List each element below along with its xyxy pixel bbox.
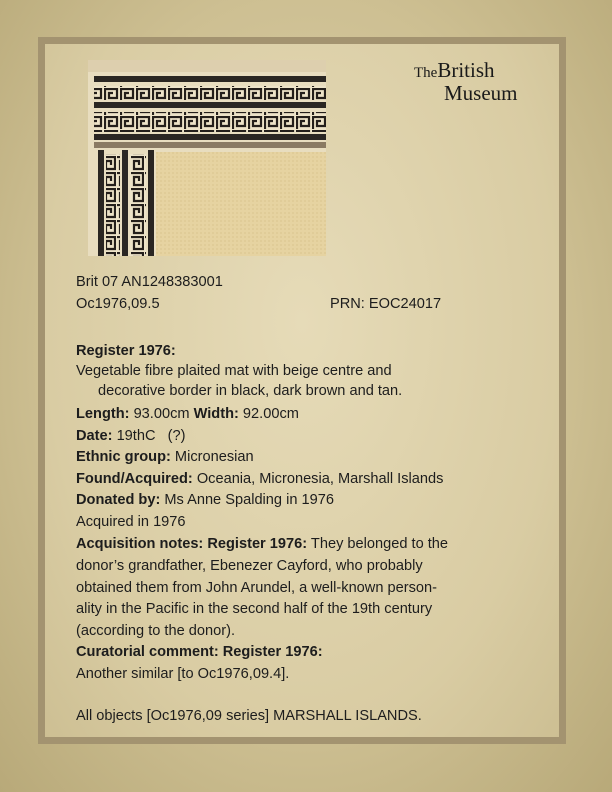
description-line-1: Vegetable fibre plaited mat with beige centre and [76,363,392,379]
donated-by [76,492,334,508]
width-label: Width: [193,406,239,422]
ethnic-value: Micronesian [174,449,254,465]
acquired: Acquired in 1976 [76,514,186,530]
donated-label: Donated by: [76,492,161,508]
description-line-2: decorative border in black, dark brown and tan. [98,383,403,399]
curatorial-comment-value: Another similar [to Oc1976,09.4]. [76,666,290,682]
logo-british: British [437,58,495,82]
series-note: All objects [Oc1976,09 series] MARSHALL ISLANDS. [76,708,422,724]
width-value: 92.00cm [242,406,299,422]
date [76,428,186,444]
acquisition-notes-line-3: obtained them from John Arundel, a well-known person- [76,580,437,596]
register-heading: Register 1976: [76,343,176,359]
prn-number: PRN: EOC24017 [330,296,442,312]
acquisition-notes-line-5: (according to the donor). [76,623,235,639]
dimensions [76,406,299,422]
ethnic-label: Ethnic group: [76,449,171,465]
object-id: Brit 07 AN1248383001 [76,274,223,290]
mat-image [88,60,326,256]
date-value: 19thC (?) [116,428,186,444]
registration-number: Oc1976,09.5 [76,296,160,312]
acquisition-notes-line-1 [76,536,448,552]
length-value: 93.00cm [133,406,190,422]
logo-the: The [414,65,438,81]
date-label: Date: [76,428,113,444]
acquisition-notes-label: Acquisition notes: Register 1976: [76,536,308,552]
acquisition-notes-text: They belonged to the [310,536,449,552]
length-label: Length: [76,406,130,422]
acquisition-notes-line-2: donor’s grandfather, Ebenezer Cayford, who probably [76,558,423,574]
found-acquired [76,471,443,487]
found-label: Found/Acquired: [76,471,193,487]
curatorial-comment-label: Curatorial comment: Register 1976: [76,644,323,660]
logo-museum: Museum [444,81,518,105]
acquisition-notes-line-4: ality in the Pacific in the second half of the 19th century [76,601,433,617]
ethnic-group [76,449,254,465]
mat-photo [88,60,326,256]
donated-value: Ms Anne Spalding in 1976 [164,492,334,508]
found-value: Oceania, Micronesia, Marshall Islands [196,471,444,487]
british-museum-logo [414,60,518,104]
